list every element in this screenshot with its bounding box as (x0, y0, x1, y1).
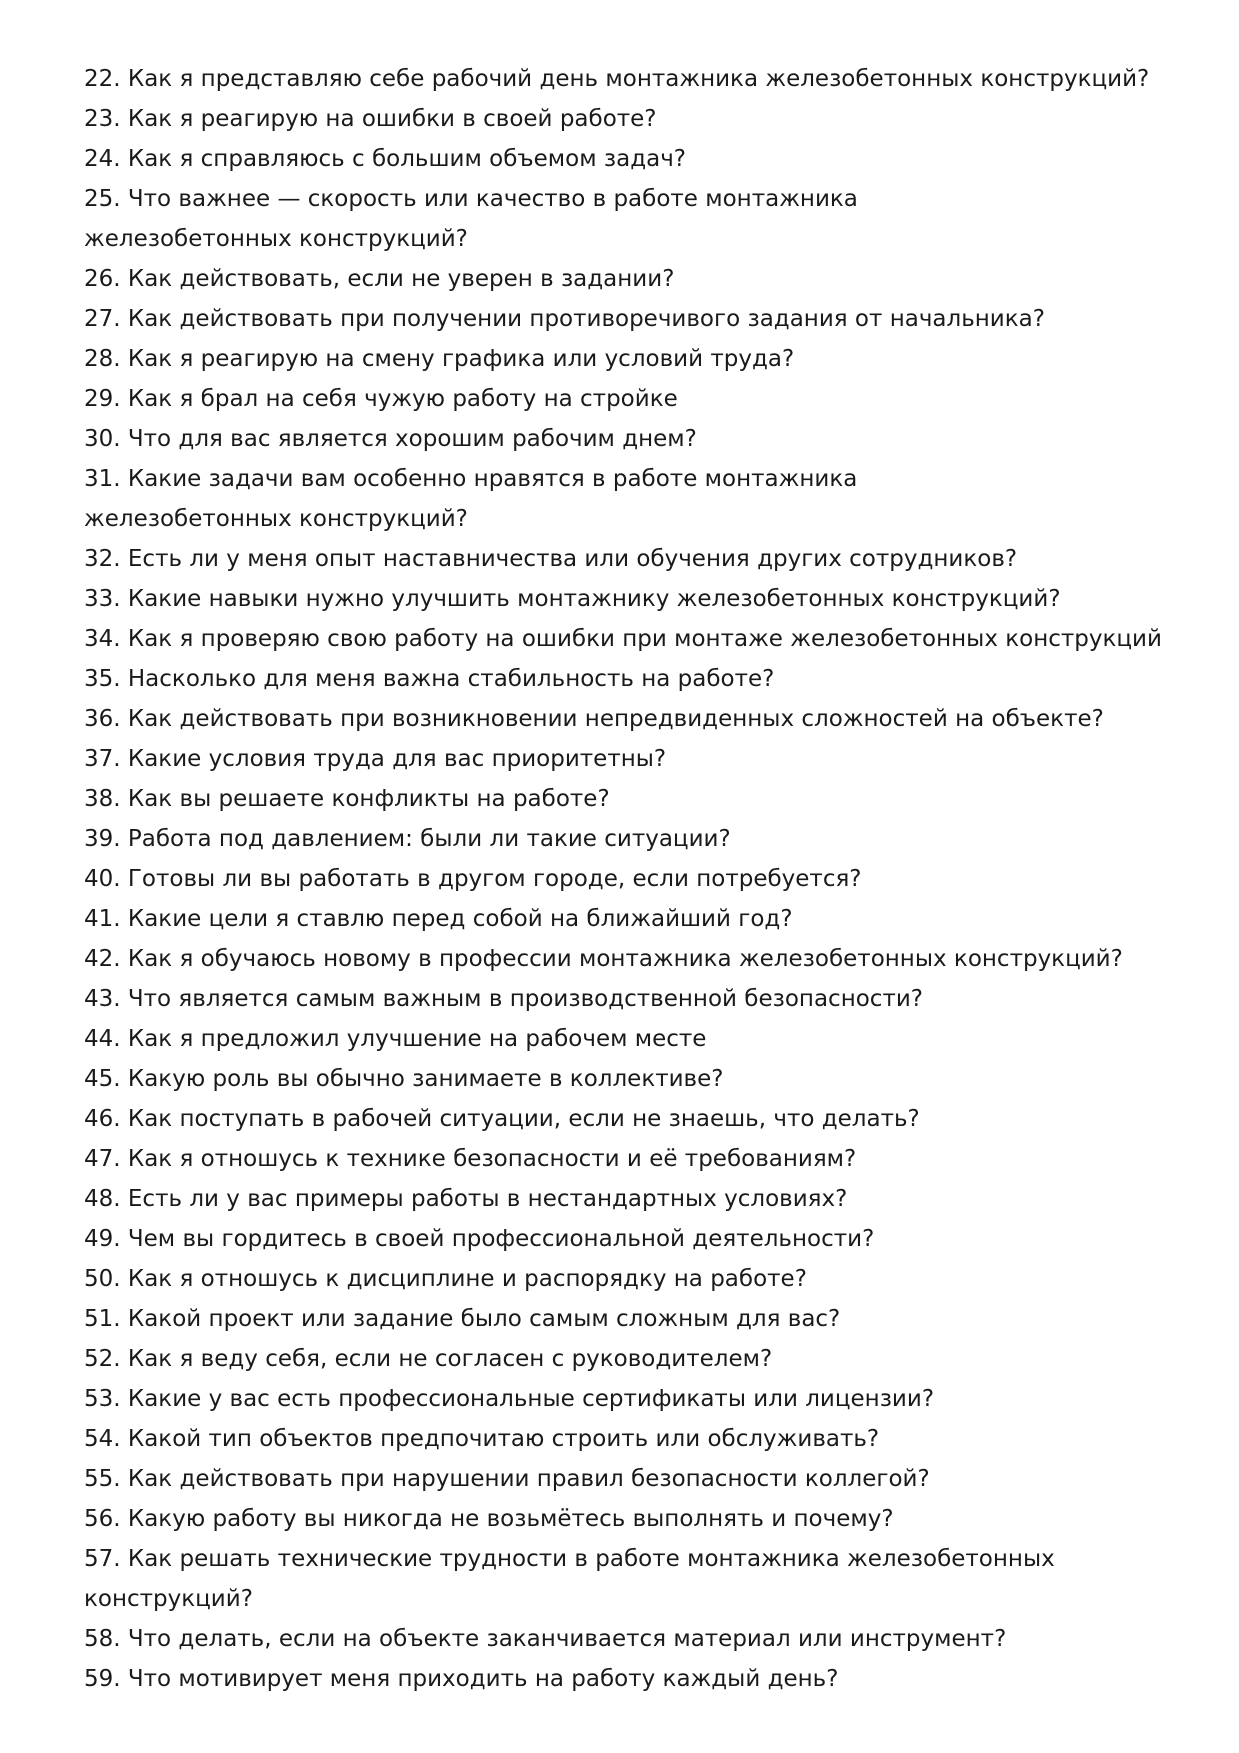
question-item: 40. Готовы ли вы работать в другом городе, если потребуется? (84, 866, 862, 892)
question-item: 22. Как я представляю себе рабочий день монтажника железобетонных конструкций? (84, 66, 1150, 92)
question-item: 47. Как я отношусь к технике безопасности и её требованиям? (84, 1146, 857, 1172)
question-item: 52. Как я веду себя, если не согласен с руководителем? (84, 1346, 773, 1372)
question-item: 33. Какие навыки нужно улучшить монтажнику железобетонных конструкций? (84, 586, 1061, 612)
question-item: 43. Что является самым важным в производственной безопасности? (84, 986, 924, 1012)
question-item: 26. Как действовать, если не уверен в задании? (84, 266, 675, 292)
question-item: 36. Как действовать при возникновении непредвиденных сложностей на объекте? (84, 706, 1104, 732)
question-item: 32. Есть ли у меня опыт наставничества или обучения других сотрудников? (84, 546, 1018, 572)
question-item: 38. Как вы решаете конфликты на работе? (84, 786, 610, 812)
question-item: 39. Работа под давлением: были ли такие ситуации? (84, 826, 731, 852)
question-item: 58. Что делать, если на объекте заканчивается материал или инструмент? (84, 1626, 1007, 1652)
question-item: 31. Какие задачи вам особенно нравятся в работе монтажника железобетонных конструкций? (84, 466, 858, 532)
question-item: 28. Как я реагирую на смену графика или условий труда? (84, 346, 795, 372)
question-item: 27. Как действовать при получении противоречивого задания от начальника? (84, 306, 1045, 332)
question-item: 48. Есть ли у вас примеры работы в нестандартных условиях? (84, 1186, 848, 1212)
question-item: 57. Как решать технические трудности в работе монтажника железобетонных конструкций? (84, 1546, 1055, 1612)
question-item: 55. Как действовать при нарушении правил безопасности коллегой? (84, 1466, 930, 1492)
question-item: 41. Какие цели я ставлю перед собой на ближайший год? (84, 906, 793, 932)
question-item: 45. Какую роль вы обычно занимаете в коллективе? (84, 1066, 724, 1092)
question-item: 25. Что важнее — скорость или качество в работе монтажника железобетонных конструкций? (84, 186, 858, 252)
question-item: 50. Как я отношусь к дисциплине и распорядку на работе? (84, 1266, 807, 1292)
question-item: 37. Какие условия труда для вас приоритетны? (84, 746, 667, 772)
question-item: 59. Что мотивирует меня приходить на работу каждый день? (84, 1666, 839, 1692)
question-item: 49. Чем вы гордитесь в своей профессиональной деятельности? (84, 1226, 875, 1252)
question-item: 46. Как поступать в рабочей ситуации, если не знаешь, что делать? (84, 1106, 920, 1132)
question-item: 42. Как я обучаюсь новому в профессии монтажника железобетонных конструкций? (84, 946, 1123, 972)
question-item: 34. Как я проверяю свою работу на ошибки при монтаже железобетонных конструкций (84, 626, 1162, 652)
question-item: 56. Какую работу вы никогда не возьмётесь выполнять и почему? (84, 1506, 894, 1532)
question-item: 24. Как я справляюсь с большим объемом задач? (84, 146, 686, 172)
question-item: 35. Насколько для меня важна стабильность на работе? (84, 666, 775, 692)
question-list (84, 59, 1164, 1699)
question-item: 54. Какой тип объектов предпочитаю строить или обслуживать? (84, 1426, 880, 1452)
question-item: 30. Что для вас является хорошим рабочим днем? (84, 426, 697, 452)
question-item: 51. Какой проект или задание было самым сложным для вас? (84, 1306, 841, 1332)
question-item: 44. Как я предложил улучшение на рабочем месте (84, 1026, 707, 1052)
question-item: 29. Как я брал на себя чужую работу на стройке (84, 386, 678, 412)
question-item: 23. Как я реагирую на ошибки в своей работе? (84, 106, 657, 132)
question-item: 53. Какие у вас есть профессиональные сертификаты или лицензии? (84, 1386, 935, 1412)
